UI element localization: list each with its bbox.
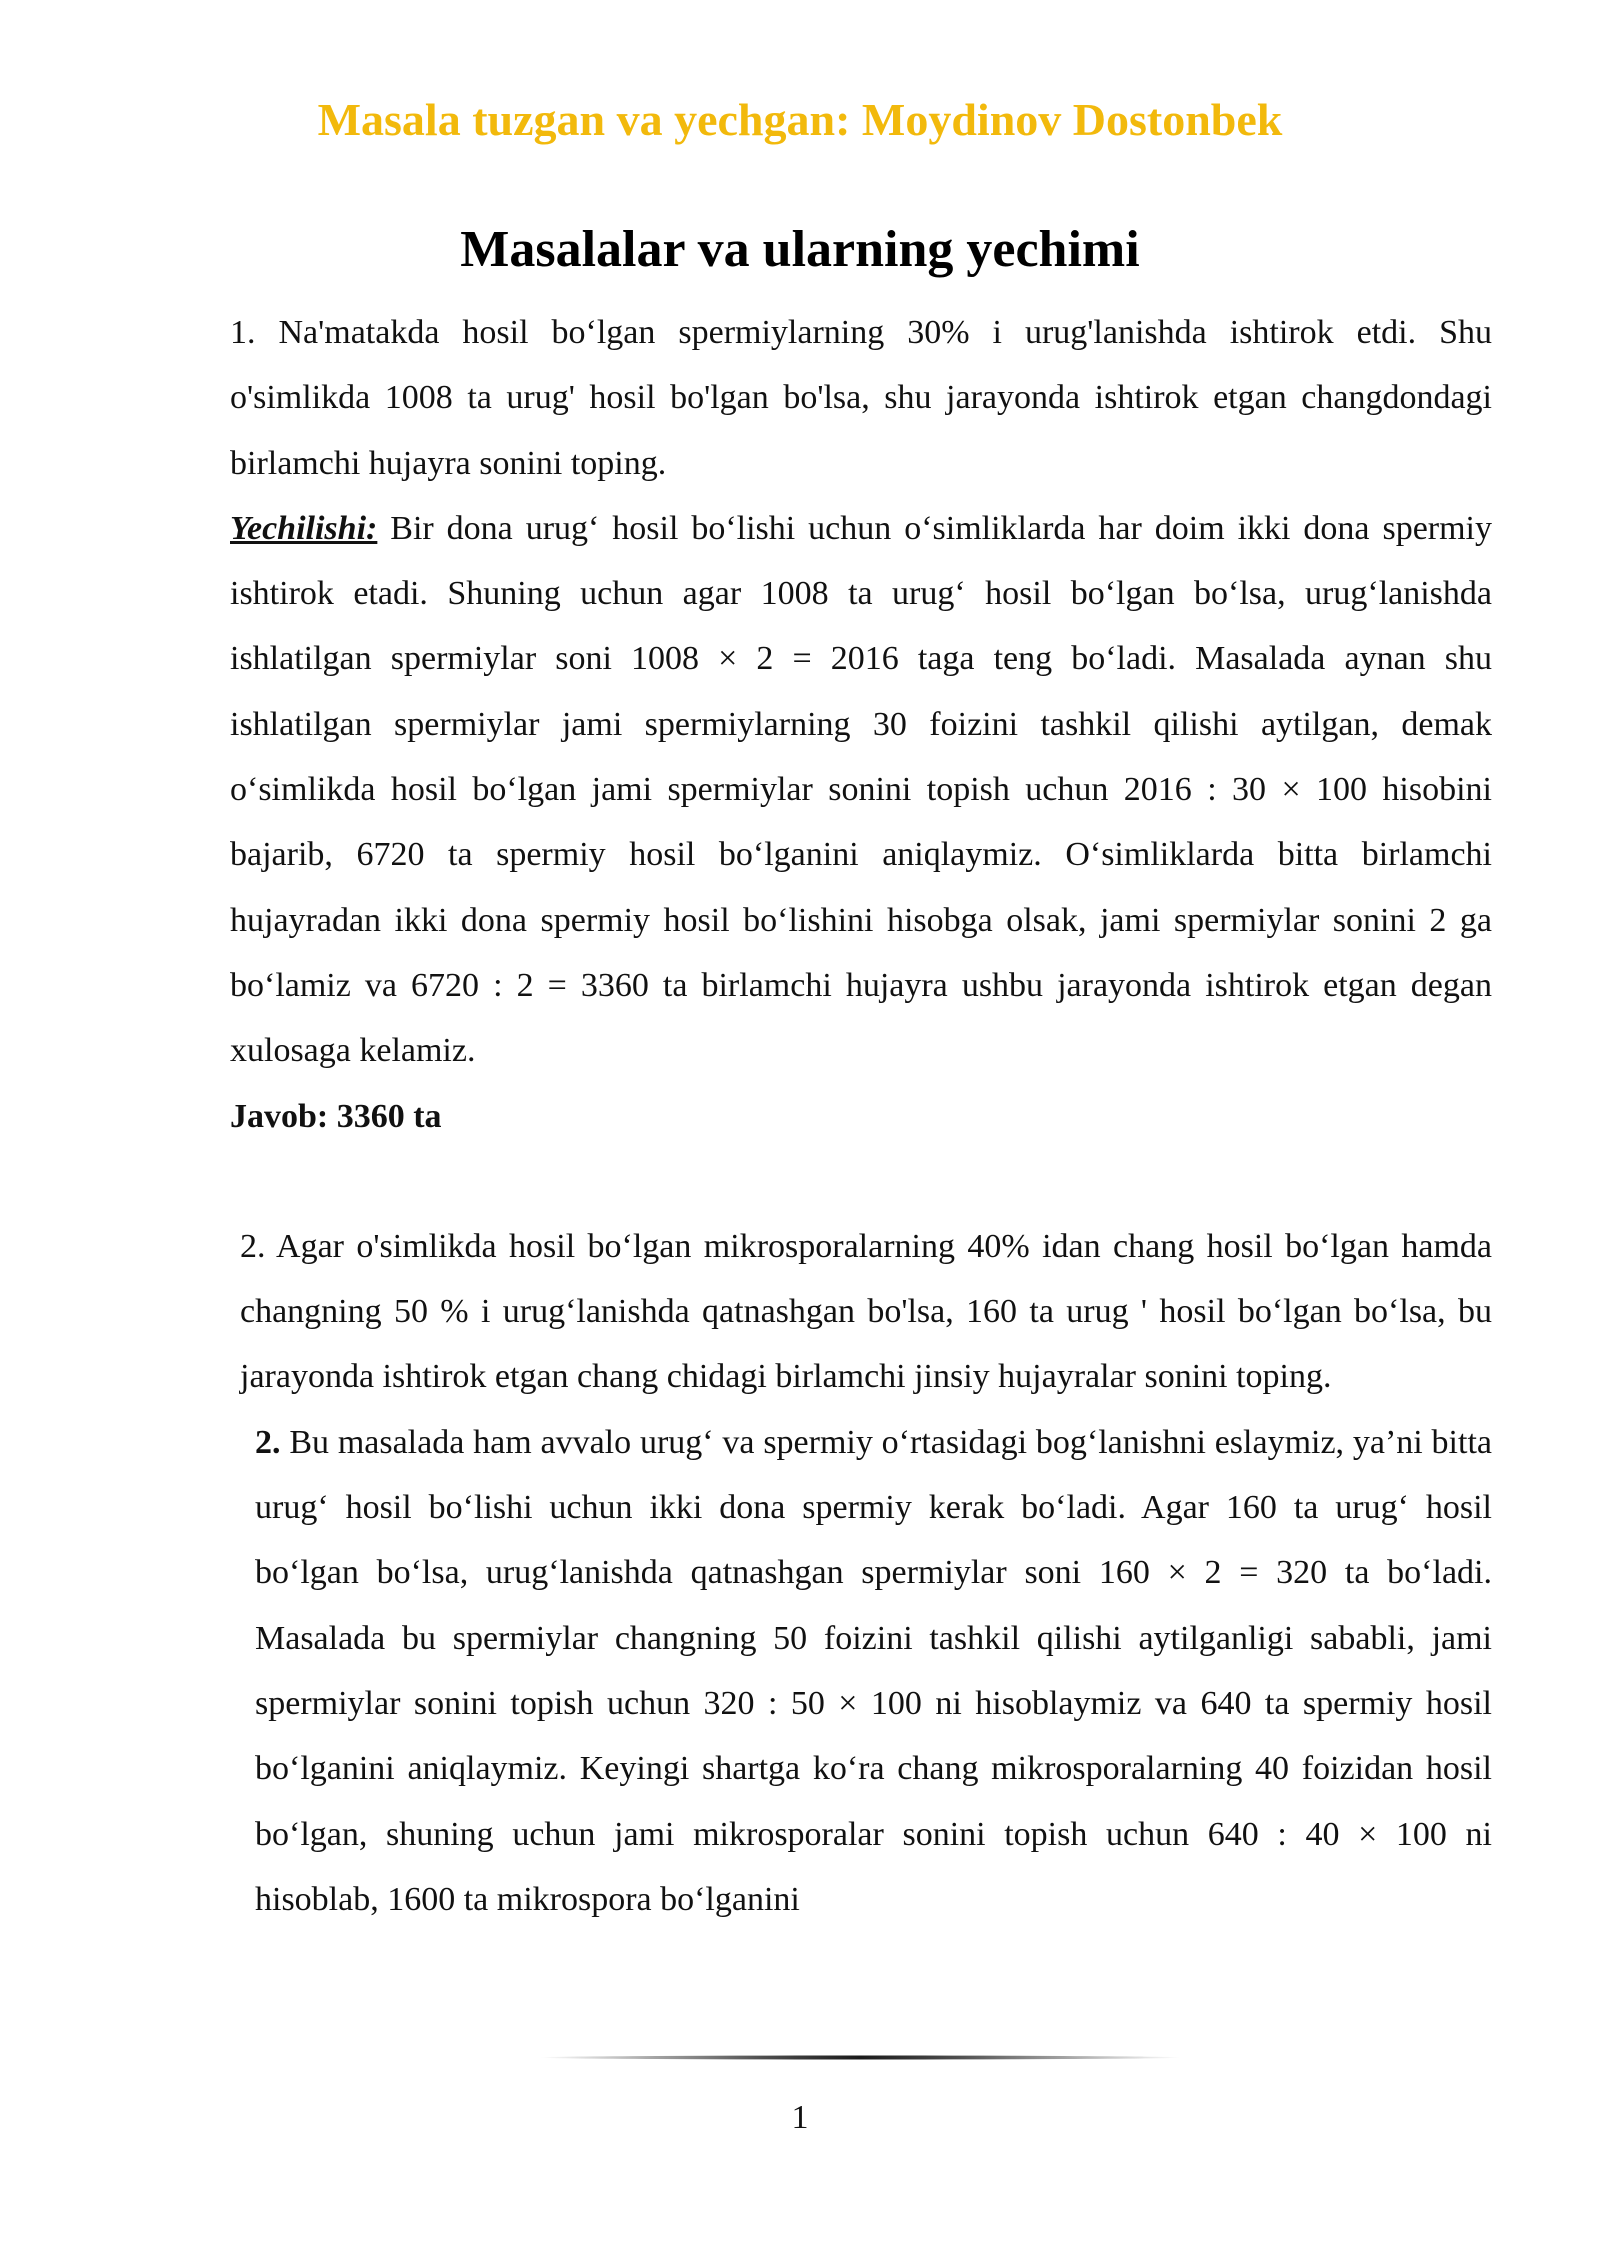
solution-label: Yechilishi: — [230, 509, 378, 547]
page-number: 1 — [791, 2099, 809, 2136]
footer-divider — [540, 2055, 1180, 2060]
problem-1-statement: 1. Na'matakda hosil bo‘lgan spermiylarning 30% i urug'lanishda ishtirok etdi. Shu o'simlikda 1008 ta urug' hosil bo'lgan bo'lsa, shu jarayonda ishtirok etgan changdondagi birlamchi hujayra sonini toping. — [230, 314, 1492, 482]
problem-2-statement: 2. Agar o'simlikda hosil bo‘lgan mikrosporalarning 40% idan chang hosil bo‘lgan hamda changning 50 % i urug‘lanishda qatnashgan bo'lsa, 160 ta urug ' hosil bo‘lgan bo‘lsa, bu jarayonda ishtirok etgan chang chidagi birlamchi jinsiy hujayralar sonini toping. — [240, 1227, 1492, 1396]
page-title: Masalalar va ularning yechimi — [460, 221, 1140, 278]
problem-1-solution-text: Bir dona urug‘ hosil bo‘lishi uchun o‘simliklarda har doim ikki dona spermiy ishtirok etadi. Shuning uchun agar 1008 ta urug‘ hosil bo‘lgan bo‘lsa, urug‘lanishda ishlatilgan spermiylar soni 1008 × 2 = 2016 taga teng bo‘ladi. Masalada aynan shu ishlatilgan spermiylar jami spermiylarning 30 foizini tashkil qilishi aytilgan, demak o‘simlikda hosil bo‘lgan jami spermiylar sonini topish uchun 2016 : 30 × 100 hisobini bajarib, 6720 ta spermiy hosil bo‘lganini aniqlaymiz. O‘simliklarda bitta birlamchi hujayradan ikki dona spermiy hosil bo‘lishini hisobga olsak, jami spermiylar sonini 2 ga bo‘lamiz va 6720 : 2 = 3360 ta birlamchi hujayra ushbu jarayonda ishtirok etgan degan xulosaga kelamiz. — [230, 509, 1492, 1070]
author-line: Masala tuzgan va yechgan: Moydinov Dostonbek — [317, 94, 1283, 145]
problem-2-solution-text: Bu masalada ham avvalo urug‘ va spermiy o‘rtasidagi bog‘lanishni eslaymiz, ya’ni bitta urug‘ hosil bo‘lishi uchun ikki dona spermiy kerak bo‘ladi. Agar 160 ta urug‘ hosil bo‘lgan bo‘lsa, urug‘lanishda qatnashgan spermiylar soni 160 × 2 = 320 ta bo‘ladi. Masalada bu spermiylar changning 50 foizini tashkil qilishi aytilganligi sababli, jami spermiylar sonini topish uchun 320 : 50 × 100 ni hisoblaymiz va 640 ta spermiy hosil bo‘lganini aniqlaymiz. Keyingi shartga ko‘ra chang mikrosporalarning 40 foizidan hosil bo‘lgan, shuning uchun jami mikrosporalar sonini topish uchun 640 : 40 × 100 ni hisoblab, 1600 ta mikrospora bo‘lganini — [255, 1423, 1492, 1918]
document-body — [230, 300, 1492, 1932]
paragraph-gap — [230, 1149, 1492, 1214]
problem-2-solution-number: 2. — [255, 1423, 281, 1461]
problem-1-answer: Javob: 3360 ta — [230, 1097, 442, 1135]
problem-2-solution — [230, 1410, 1492, 1932]
problem-1-solution — [230, 496, 1492, 1084]
